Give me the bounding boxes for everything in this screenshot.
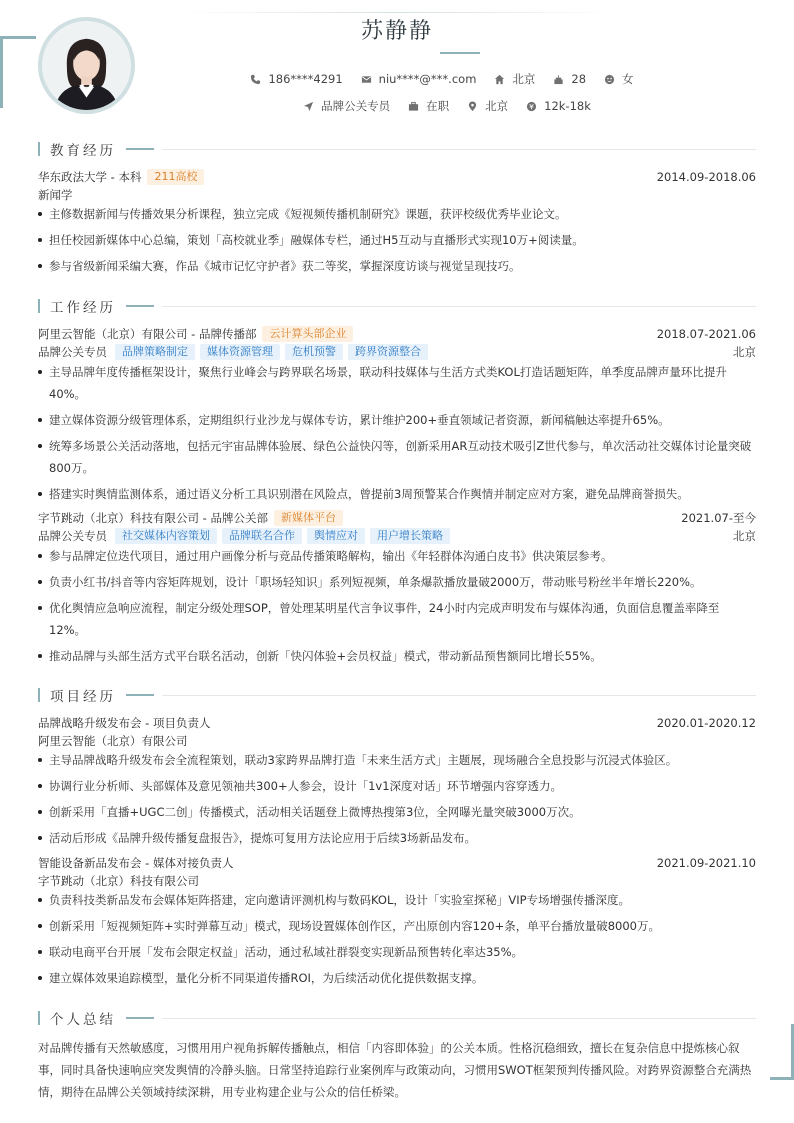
job-role-row [38, 344, 756, 360]
send-icon [303, 101, 314, 112]
list-item: 活动后形成《品牌升级传播复盘报告》，提炼可复用方法论应用于后续3场新品发布。 [38, 827, 756, 849]
project-org-row [38, 873, 756, 889]
section-heading: 教育经历 [50, 143, 116, 159]
job-city: 北京 [733, 529, 756, 543]
job-bullets [38, 545, 756, 671]
projects-section-title [38, 687, 756, 703]
list-item: 主导品牌战略升级发布会全流程策划，联动3家跨界品牌打造「未来生活方式」主题展，现场融合全息投影与沉浸式体验区。 [38, 749, 756, 771]
company-tag: 新媒体平台 [274, 510, 343, 526]
gender-item [604, 71, 634, 87]
candidate-name: 苏静静 [360, 19, 433, 44]
job-bullets [38, 361, 756, 509]
list-item: 主修数据新闻与传播效果分析课程，独立完成《短视频传播机制研究》课题，获评校级优秀毕业论文。 [38, 203, 756, 225]
name-underline [440, 52, 480, 54]
cake-icon [553, 74, 564, 85]
section-heading: 工作经历 [50, 300, 116, 316]
age-text: 28 [571, 72, 587, 86]
top-divider [180, 12, 614, 13]
project-bullets [38, 889, 756, 993]
list-item: 统筹多场景公关活动落地，包括元宇宙品牌体验展、绿色公益快闪等，创新采用AR互动技术吸引Z世代参与，单次活动社交媒体讨论量突破800万。 [38, 435, 756, 479]
company-name: 字节跳动（北京）科技有限公司 - 品牌公关部 [38, 511, 268, 525]
skill-tag: 品牌策略制定 [115, 344, 195, 360]
skill-tag: 危机预警 [285, 344, 343, 360]
list-item: 搭建实时舆情监测体系，通过语义分析工具识别潜在风险点，曾提前3周预警某合作舆情并制定应对方案，避免品牌商誉损失。 [38, 483, 756, 505]
project-name: 品牌战略升级发布会 - 项目负责人 [38, 716, 211, 730]
project-org: 字节跳动（北京）科技有限公司 [38, 874, 199, 888]
major-name: 新闻学 [38, 188, 73, 202]
summary-text: 对品牌传播有天然敏感度，习惯用用户视角拆解传播触点，相信「内容即体验」的公关本质。性格沉稳细致，擅长在复杂信息中提炼核心叙事，同时具备快速响应突发舆情的冷静头脑。日常坚持追踪行业案例库与政策动向，习惯用SWOT框架预判传播风险。对跨界资源整合充满热情，期待在品牌公关领域持续深耕，用专业构建企业与公众的信任桥梁。 [38, 1041, 752, 1099]
salary-text: 12k-18k [544, 99, 591, 113]
email-item [361, 72, 477, 86]
status-item [408, 98, 449, 114]
work-section-title [38, 298, 756, 314]
skill-tag: 品牌联名合作 [222, 528, 302, 544]
project-org-row [38, 733, 756, 749]
skill-tag: 社交媒体内容策划 [115, 528, 217, 544]
list-item: 创新采用「直播+UGC二创」传播模式，活动相关话题登上微博热搜第3位，全网曝光量突破3000万次。 [38, 801, 756, 823]
company-name: 阿里云智能（北京）有限公司 - 品牌传播部 [38, 327, 257, 341]
list-item: 参与省级新闻采编大赛，作品《城市记忆守护者》获二等奖，掌握深度访谈与视觉呈现技巧。 [38, 255, 756, 277]
project-name: 智能设备新品发布会 - 媒体对接负责人 [38, 856, 234, 870]
list-item: 主导品牌年度传播框架设计，聚焦行业峰会与跨界联名场景，联动科技媒体与生活方式类KOL打造话题矩阵，单季度品牌声量环比提升40%。 [38, 361, 756, 405]
list-item: 负责科技类新品发布会媒体矩阵搭建，定向邀请评测机构与数码KOL，设计「实验室探秘」VIP专场增强传播深度。 [38, 889, 756, 911]
school-tag: 211高校 [147, 169, 204, 185]
skill-tag: 用户增长策略 [370, 528, 450, 544]
project-date: 2021.09-2021.10 [656, 856, 756, 870]
location-text: 北京 [512, 72, 536, 86]
summary-section-title [38, 1010, 756, 1026]
company-tag: 云计算头部企业 [262, 326, 353, 342]
skill-tag: 媒体资源管理 [200, 344, 280, 360]
position-item [303, 98, 390, 114]
status-text: 在职 [426, 99, 450, 113]
target-city-text: 北京 [485, 99, 509, 113]
skill-tag: 跨界资源整合 [348, 344, 428, 360]
target-city-item [467, 98, 508, 114]
gender-text: 女 [622, 72, 634, 86]
section-heading: 个人总结 [50, 1012, 116, 1028]
education-header [38, 169, 756, 185]
gender-icon [604, 74, 615, 85]
list-item: 推动品牌与头部生活方式平台联名活动，创新「快闪体验+会员权益」模式，带动新品预售额同比增长55%。 [38, 645, 756, 667]
skill-tag: 舆情应对 [307, 528, 365, 544]
job-header [38, 510, 756, 526]
school-name: 华东政法大学 - 本科 [38, 170, 142, 184]
mail-icon [361, 74, 372, 85]
job-intent-row [0, 98, 794, 114]
job-role: 品牌公关专员 [38, 529, 107, 543]
list-item: 协调行业分析师、头部媒体及意见领袖共300+人参会，设计「1v1深度对话」环节增强内容穿透力。 [38, 775, 756, 797]
phone-icon [250, 74, 261, 85]
section-heading: 项目经历 [50, 689, 116, 705]
project-date: 2020.01-2020.12 [656, 716, 756, 730]
position-text: 品牌公关专员 [321, 99, 391, 113]
education-date: 2014.09-2018.06 [656, 170, 756, 184]
briefcase-icon [408, 101, 419, 112]
job-role-row [38, 528, 756, 544]
corner-decoration-bottom-right [770, 1024, 794, 1080]
money-icon [526, 101, 537, 112]
project-org: 阿里云智能（北京）有限公司 [38, 734, 188, 748]
phone-item [250, 72, 342, 86]
list-item: 建立媒体效果追踪模型，量化分析不同渠道传播ROI，为后续活动优化提供数据支撑。 [38, 967, 756, 989]
job-header [38, 326, 756, 342]
education-bullets [38, 203, 756, 281]
job-date: 2021.07-至今 [681, 511, 756, 525]
job-city: 北京 [733, 345, 756, 359]
project-header [38, 855, 756, 871]
contact-row [0, 71, 794, 87]
job-role: 品牌公关专员 [38, 345, 107, 359]
list-item: 创新采用「短视频矩阵+实时弹幕互动」模式，现场设置媒体创作区，产出原创内容120+条，单平台播放量破8000万。 [38, 915, 756, 937]
list-item: 负责小红书/抖音等内容矩阵规划，设计「职场轻知识」系列短视频，单条爆款播放量破2000万，带动账号粉丝半年增长220%。 [38, 571, 756, 593]
project-bullets [38, 749, 756, 853]
list-item: 担任校园新媒体中心总编，策划「高校就业季」融媒体专栏，通过H5互动与直播形式实现10万+阅读量。 [38, 229, 756, 251]
list-item: 优化舆情应急响应流程，制定分级处理SOP，曾处理某明星代言争议事件，24小时内完成声明发布与媒体沟通，负面信息覆盖率降至12%。 [38, 597, 756, 641]
job-date: 2018.07-2021.06 [656, 327, 756, 341]
salary-item [526, 99, 591, 113]
email-text: niu****@***.com [378, 72, 477, 86]
list-item: 参与品牌定位迭代项目，通过用户画像分析与竞品传播策略解构，输出《年轻群体沟通白皮书》供决策层参考。 [38, 545, 756, 567]
list-item: 联动电商平台开展「发布会限定权益」活动，通过私域社群裂变实现新品预售转化率达35%。 [38, 941, 756, 963]
pin-icon [467, 101, 478, 112]
age-item [553, 72, 586, 86]
list-item: 建立媒体资源分级管理体系，定期组织行业沙龙与媒体专访，累计维护200+垂直领域记者资源，新闻稿触达率提升65%。 [38, 409, 756, 431]
education-section-title [38, 141, 756, 157]
location-item [494, 71, 535, 87]
project-header [38, 715, 756, 731]
phone-text: 186****4291 [268, 72, 343, 86]
home-icon [494, 74, 505, 85]
major-row [38, 187, 756, 203]
